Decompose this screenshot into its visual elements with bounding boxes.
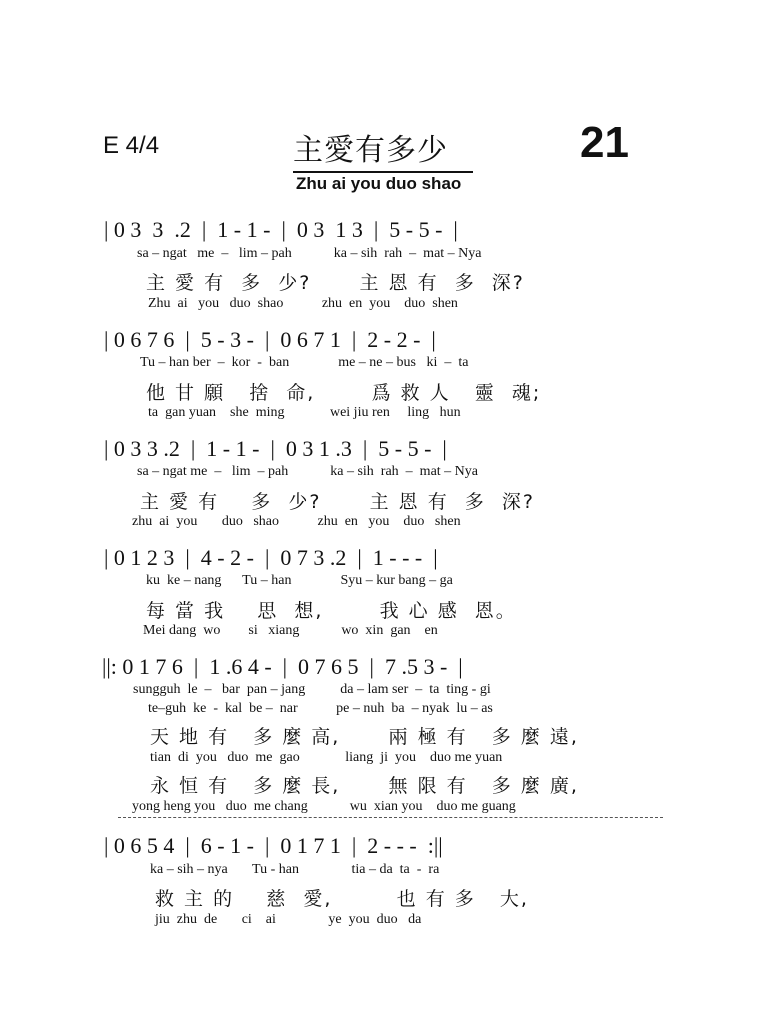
lyric-chinese-3: 主 愛 有 多 少? 主 恩 有 多 深? xyxy=(140,491,535,513)
notation-line-2: | 0 6 7 6 | 5 - 3 - | 0 6 7 1 | 2 - 2 - | xyxy=(104,327,436,352)
key-time-signature: E 4/4 xyxy=(103,132,160,159)
song-title-pinyin: Zhu ai you duo shao xyxy=(296,174,462,193)
lyric-pinyin-3: zhu ai you duo shao zhu en you duo shen xyxy=(132,514,461,529)
lyric-indonesian-1: sa – ngat me – lim – pah ka – sih rah – mat – Nya xyxy=(137,246,482,261)
lyric-chinese-5a: 天 地 有 多 麼 高, 兩 極 有 多 麼 遠, xyxy=(150,726,579,748)
notation-line-3: | 0 3 3 .2 | 1 - 1 - | 0 3 1 .3 | 5 - 5 - | xyxy=(104,436,447,461)
lyric-pinyin-1: Zhu ai you duo shao zhu en you duo shen xyxy=(148,296,458,311)
lyric-chinese-1: 主 愛 有 多 少? 主 恩 有 多 深? xyxy=(146,272,525,294)
notation-line-6: | 0 6 5 4 | 6 - 1 - | 0 1 7 1 | 2 - - - :|| xyxy=(104,833,443,858)
notation-line-5: ||: 0 1 7 6 | 1 .6 4 - | 0 7 6 5 | 7 .5 3 - | xyxy=(102,654,463,679)
lyric-indonesian-5b: te–guh ke - kal be – nar pe – nuh ba – nyak lu – as xyxy=(148,701,493,716)
lyric-indonesian-5a: sungguh le – bar pan – jang da – lam ser – ta ting - gi xyxy=(133,682,491,697)
lyric-indonesian-4: ku ke – nang Tu – han Syu – kur bang – ga xyxy=(146,573,453,588)
notation-line-1: | 0 3 3 .2 | 1 - 1 - | 0 3 1 3 | 5 - 5 - | xyxy=(104,217,458,242)
lyric-indonesian-3: sa – ngat me – lim – pah ka – sih rah – mat – Nya xyxy=(137,464,478,479)
lyric-pinyin-4: Mei dang wo si xiang wo xin gan en xyxy=(143,623,438,638)
section-divider xyxy=(118,817,663,818)
lyric-chinese-2: 他 甘 願 捨 命, 爲 救 人 靈 魂; xyxy=(146,382,542,404)
lyric-chinese-4: 每 當 我 思 想, 我 心 感 恩。 xyxy=(146,600,517,622)
lyric-indonesian-6: ka – sih – nya Tu - han tia – da ta - ra xyxy=(150,862,440,877)
lyric-pinyin-2: ta gan yuan she ming wei jiu ren ling hun xyxy=(148,405,461,420)
lyric-pinyin-6: jiu zhu de ci ai ye you duo da xyxy=(155,912,422,927)
lyric-chinese-6: 救 主 的 慈 愛, 也 有 多 大, xyxy=(155,888,529,910)
lyric-indonesian-2: Tu – han ber – kor - ban me – ne – bus ki – ta xyxy=(140,355,469,370)
lyric-pinyin-5a: tian di you duo me gao liang ji you duo me yuan xyxy=(150,750,503,765)
song-number: 21 xyxy=(580,118,629,167)
lyric-chinese-5b: 永 恒 有 多 麼 長, 無 限 有 多 麼 廣, xyxy=(150,775,579,797)
notation-line-4: | 0 1 2 3 | 4 - 2 - | 0 7 3 .2 | 1 - - - | xyxy=(104,545,438,570)
lyric-pinyin-5b: yong heng you duo me chang wu xian you duo me guang xyxy=(132,799,516,814)
song-title: 主愛有多少 xyxy=(293,125,473,173)
